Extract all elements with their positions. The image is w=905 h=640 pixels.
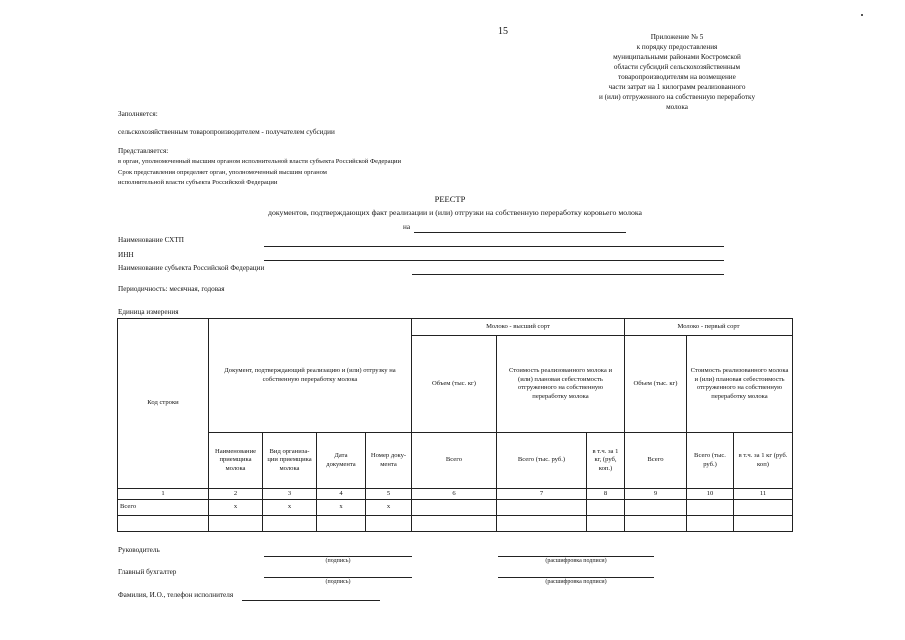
head-label: Руководитель [118,546,160,554]
region-field[interactable] [412,274,724,275]
column-number: 1 [118,489,209,500]
total-row-cell[interactable] [625,500,687,516]
name-field[interactable] [264,246,724,247]
appendix-line: и (или) отгруженного на собственную переработку [598,93,756,101]
inn-label: ИНН [118,251,134,259]
page-corner-mark [861,14,863,16]
appendix-line: муниципальными районами Костромской [613,53,741,61]
total-row-cell[interactable] [412,500,497,516]
on-date-label: на [403,223,411,231]
submitted-line: Срок представления определяет орган, уполномоченный высшим органом [118,169,327,176]
column-number: 10 [687,489,734,500]
submitted-line: исполнительной власти субъекта Российской Федерации [118,179,278,186]
appendix-line: Приложение № 5 [650,33,704,41]
subheader-cost-per-kg-highest: в т.ч. за 1 кг, (руб, коп.) [587,433,625,489]
empty-cell[interactable] [263,516,317,532]
subheader-receiver-name: Наименование приемщика молока [209,433,263,489]
subheader-doc-date: Дата документа [317,433,366,489]
document-subtitle: документов, подтверждающих факт реализации и (или) отгрузки на собственную переработку коровьего молока [268,208,642,217]
accountant-signature-field[interactable] [264,577,412,578]
total-row-cell: x [366,500,412,516]
appendix-line: области субсидий сельскохозяйственным [613,63,741,71]
empty-cell[interactable] [687,516,734,532]
page-number: 15 [498,26,508,37]
signature-caption: (подпись) [325,579,351,585]
head-signature-field[interactable] [264,556,412,557]
total-row-cell[interactable] [734,500,793,516]
appendix-line: к порядку предоставления [636,43,718,51]
empty-cell[interactable] [625,516,687,532]
subheader-cost-total-first: Всего (тыс. руб.) [687,433,734,489]
total-row-cell: x [209,500,263,516]
header-volume-highest: Объем (тыс. кг) [412,336,497,433]
column-number: 9 [625,489,687,500]
register-table [117,318,793,532]
header-cost-first: Стоимость реализованного молока и (или) плановая себестоимость отгруженного на собственную переработку молока [687,336,793,433]
total-row-cell[interactable] [497,500,587,516]
appendix-line: молока [666,103,688,111]
subheader-cost-total-highest: Всего (тыс. руб.) [497,433,587,489]
subheader-volume-total-first: Всего [625,433,687,489]
total-row-cell: x [263,500,317,516]
signature-caption: (подпись) [325,558,351,564]
column-number: 11 [734,489,793,500]
filled-by-value: сельскохозяйственным товаропроизводителем - получателем субсидии [118,128,335,136]
subheader-receiver-org: Вид организа-ции приемщика молока [263,433,317,489]
empty-cell[interactable] [497,516,587,532]
submitted-line: в орган, уполномоченный высшим органом исполнительной власти субъекта Российской Федерации [118,158,402,165]
total-row-cell[interactable] [687,500,734,516]
accountant-decoding-field[interactable] [498,577,654,578]
name-label: Наименование СХТП [118,236,184,244]
empty-cell[interactable] [587,516,625,532]
header-cost-highest: Стоимость реализованного молока и (или) плановая себестоимость отгруженного на собственную переработку молока [497,336,625,433]
column-number: 4 [317,489,366,500]
header-volume-first: Объем (тыс. кг) [625,336,687,433]
empty-cell[interactable] [734,516,793,532]
executor-label: Фамилия, И.О., телефон исполнителя [118,591,234,599]
unit-label: Единица измерения [118,308,179,316]
header-first-grade: Молоко - первый сорт [625,319,793,336]
executor-field[interactable] [242,600,380,601]
column-number: 6 [412,489,497,500]
accountant-label: Главный бухгалтер [118,568,177,576]
region-label: Наименование субъекта Российской Федерации [118,264,265,272]
empty-cell[interactable] [366,516,412,532]
empty-cell[interactable] [209,516,263,532]
subheader-doc-number: Номер доку-мента [366,433,412,489]
header-highest-grade: Молоко - высший сорт [412,319,625,336]
subheader-volume-total-highest: Всего [412,433,497,489]
column-number: 2 [209,489,263,500]
total-row-cell[interactable] [587,500,625,516]
appendix-line: товаропроизводителям на возмещение [618,73,736,81]
inn-field[interactable] [264,260,724,261]
appendix-line: части затрат на 1 килограмм реализованного [608,83,746,91]
header-code: Код строки [118,319,209,489]
periodicity-text: Периодичность: месячная, годовая [118,285,225,293]
column-number: 7 [497,489,587,500]
empty-cell[interactable] [118,516,209,532]
head-decoding-field[interactable] [498,556,654,557]
total-row-cell: x [317,500,366,516]
decoding-caption: (расшифровка подписи) [545,579,607,585]
appendix-header [527,32,827,112]
empty-cell[interactable] [412,516,497,532]
header-document: Документ, подтверждающий реализацию и (или) отгрузку на собственную переработку молока [209,319,412,433]
report-date-field[interactable] [414,232,626,233]
empty-cell[interactable] [317,516,366,532]
subheader-cost-per-kg-first: в т.ч. за 1 кг (руб. коп) [734,433,793,489]
column-number: 5 [366,489,412,500]
document-title: РЕЕСТР [434,194,466,204]
column-number: 8 [587,489,625,500]
column-number: 3 [263,489,317,500]
decoding-caption: (расшифровка подписи) [545,558,607,564]
total-row-label: Всего [118,500,209,516]
submitted-label: Представляется: [118,147,169,155]
filled-by-label: Заполняется: [118,110,158,118]
